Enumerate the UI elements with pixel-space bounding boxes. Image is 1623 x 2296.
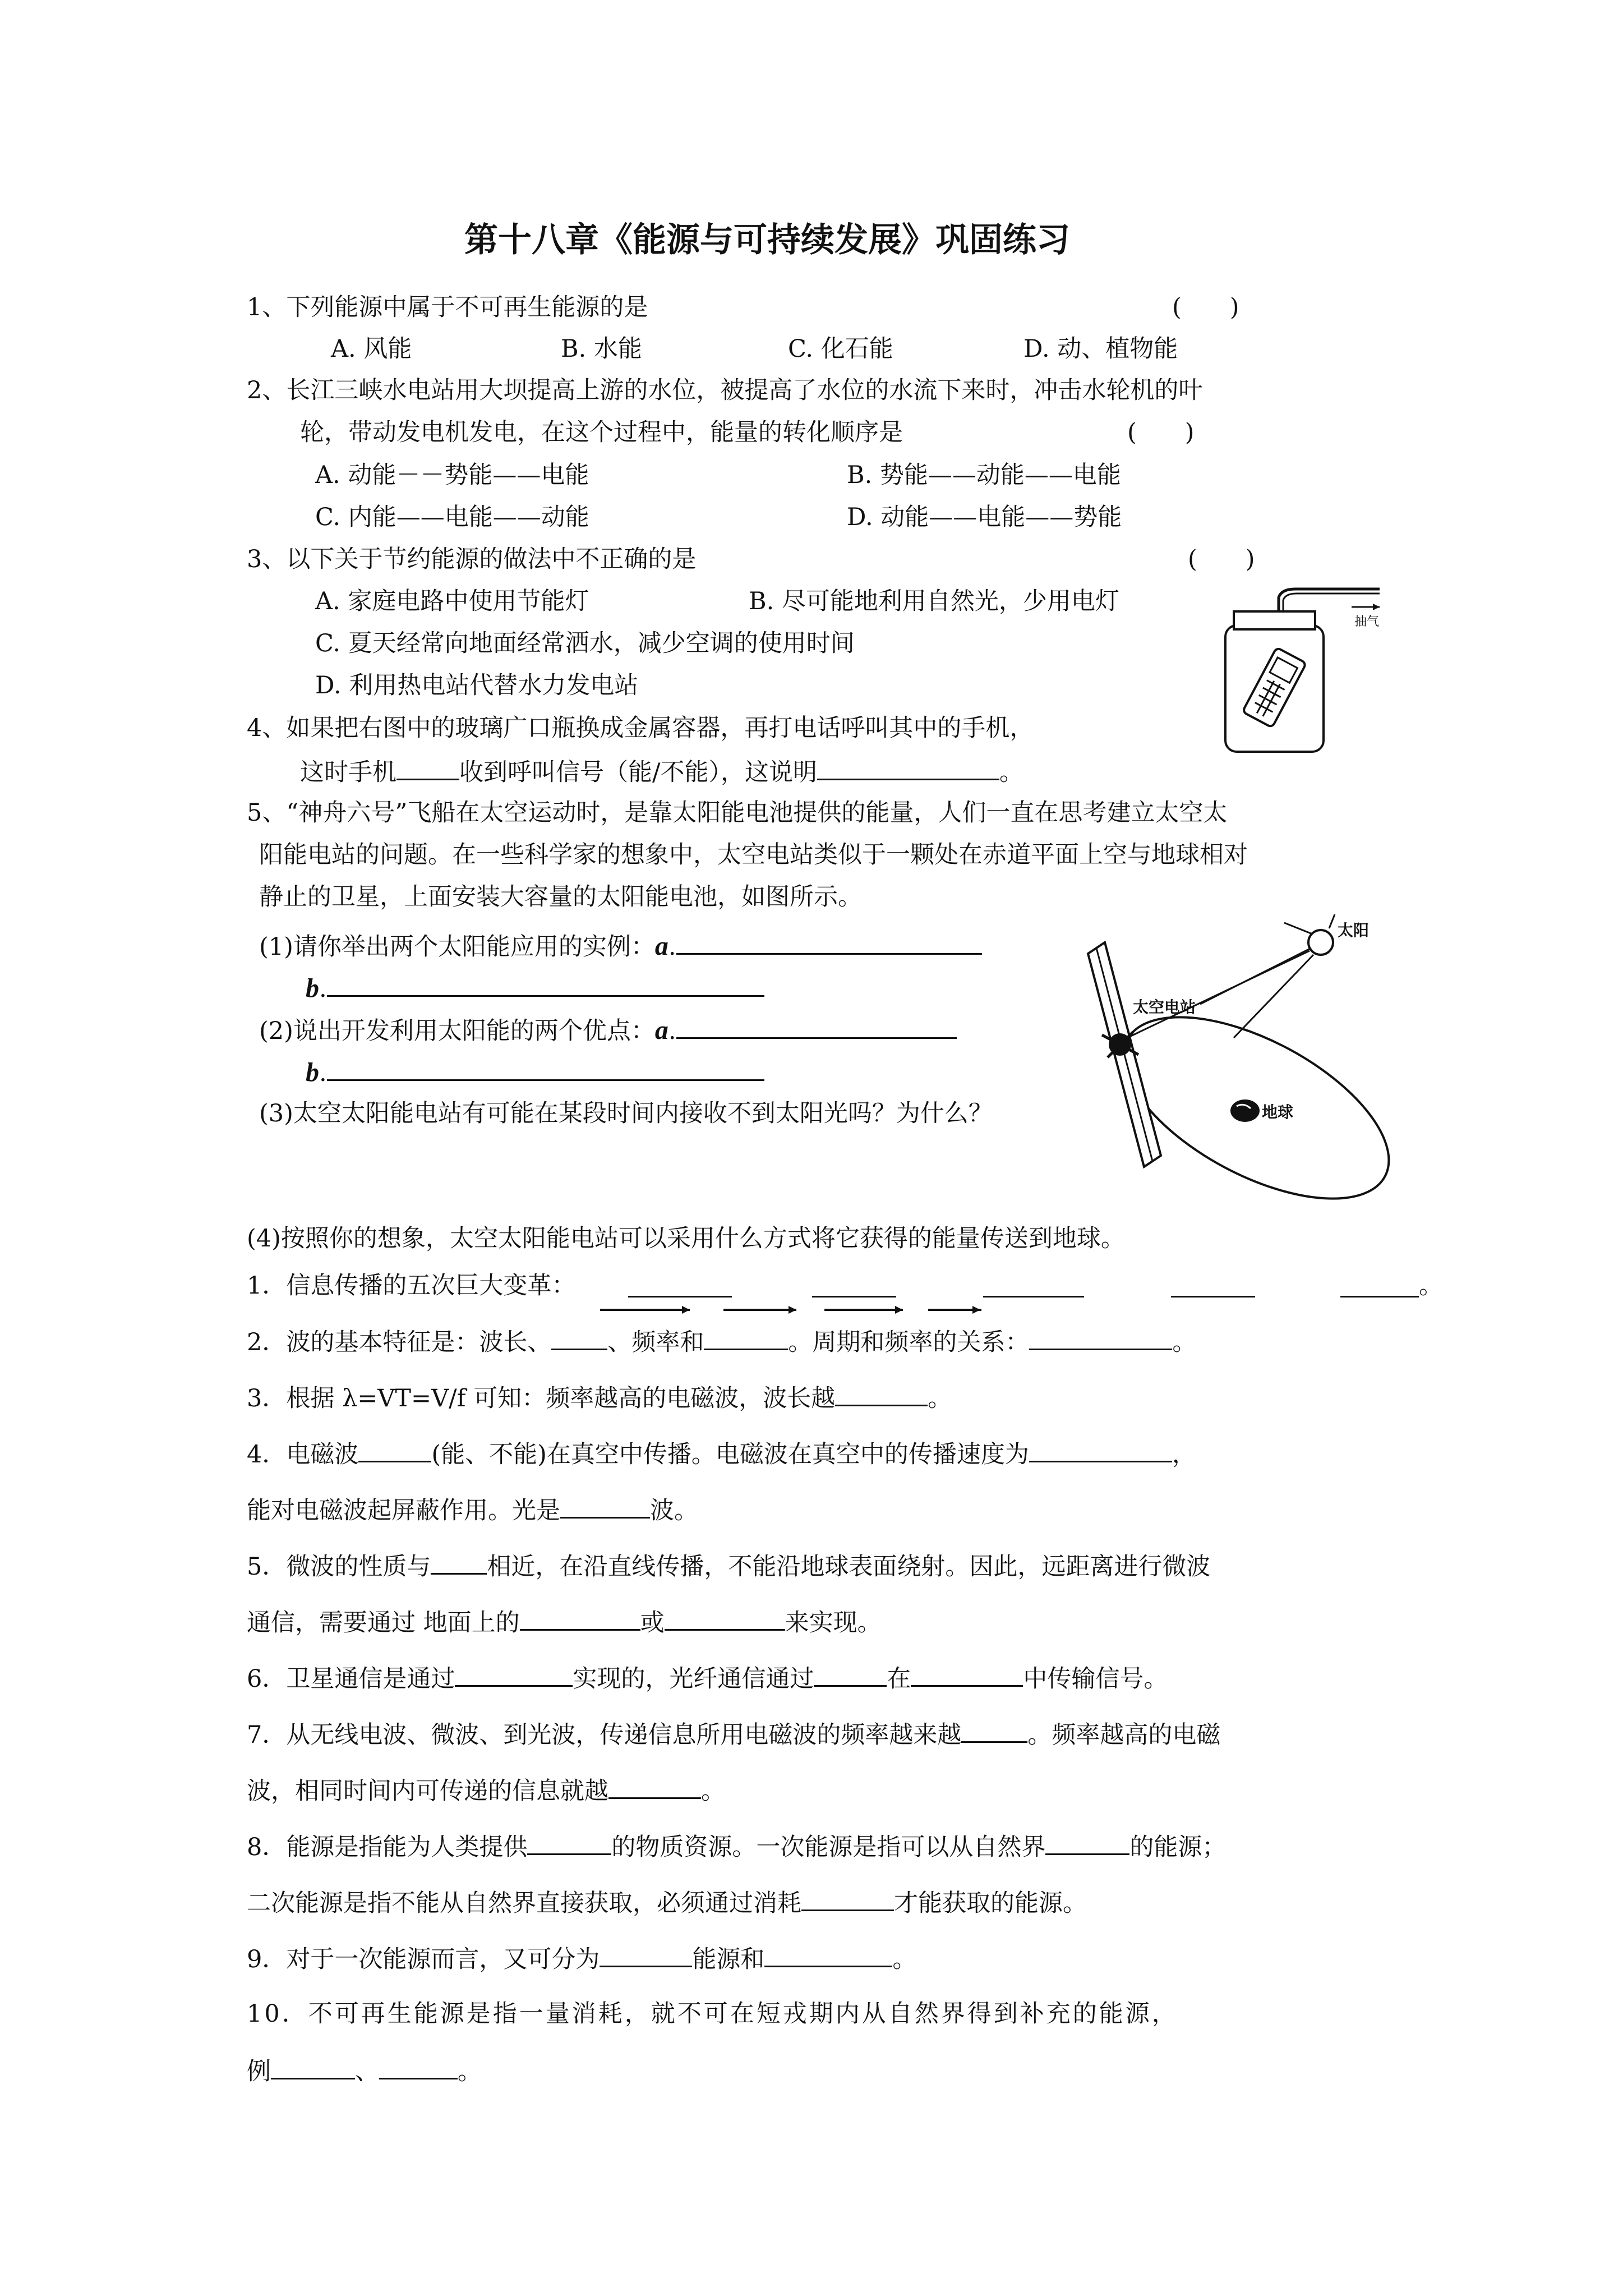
q3-option-d: D. 利用热电站代替水力发电站 <box>315 671 639 700</box>
q4-blank-1[interactable] <box>396 754 459 780</box>
q3-answer-bracket: ( ) <box>1188 545 1255 573</box>
fill5-blank-2[interactable] <box>520 1604 640 1631</box>
q1-answer-bracket: ( ) <box>1172 293 1239 321</box>
fill5-text-d: 或 <box>640 1609 665 1637</box>
fill10-end: 。 <box>458 2058 482 2086</box>
fill2-text-b: 、频率和 <box>607 1328 704 1356</box>
q5-part4-text: (4)按照你的想象，太空太阳能电站可以采用什么方式将它获得的能量传送到地球。 <box>247 1225 1125 1253</box>
fill9-blank-2[interactable] <box>764 1941 892 1967</box>
earth-label: 地球 <box>1262 1103 1294 1121</box>
q3-option-a: A. 家庭电路中使用节能灯 <box>315 587 589 615</box>
fill5-text-e: 来实现。 <box>785 1609 882 1637</box>
q5-part2-dot-b: . <box>319 1059 327 1087</box>
fill2-blank-2[interactable] <box>704 1324 788 1350</box>
fill8-text-d: 二次能源是指不能从自然界直接获取，必须通过消耗 <box>247 1889 801 1917</box>
q5-stem-line2: 阳能电站的问题。在一些科学家的想象中，太空电站类似于一颗处在赤道平面上空与地球相对 <box>259 841 1248 869</box>
fill4-blank-2[interactable] <box>1029 1436 1172 1462</box>
fill9-text-b: 能源和 <box>692 1945 765 1973</box>
fill8-blank-2[interactable] <box>1045 1829 1129 1855</box>
q5-part1-text: (1)请你举出两个太阳能应用的实例： <box>259 933 655 961</box>
earth-icon <box>1230 1099 1260 1122</box>
q1-stem: 1、下列能源中属于不可再生能源的是 <box>247 293 648 321</box>
fill1-blank-1[interactable] <box>628 1271 732 1297</box>
fill6-text-d: 中传输信号。 <box>1023 1665 1168 1693</box>
fill5-text-c: 通信，需要通过 地面上的 <box>247 1609 520 1637</box>
fill3-end: 。 <box>928 1384 952 1412</box>
fill1-end: 。 <box>1419 1272 1443 1300</box>
fill5-text-b: 相近，在沿直线传播，不能沿地球表面绕射。因此，远距离进行微波 <box>487 1553 1211 1581</box>
q5-part2-label-a: a <box>654 1015 668 1045</box>
fill8-blank-3[interactable] <box>801 1885 894 1911</box>
q3-stem: 3、以下关于节约能源的做法中不正确的是 <box>247 545 697 573</box>
fill10-text-b: 例 <box>247 2058 271 2086</box>
fill4-end: ， <box>1172 1441 1196 1469</box>
jar-phone-figure <box>1211 583 1396 757</box>
fill10-blank-2[interactable] <box>379 2053 458 2079</box>
fill4-blank-1[interactable] <box>358 1436 431 1462</box>
q2-option-b: B. 势能——动能——电能 <box>847 461 1121 489</box>
space-station-diagram <box>1054 909 1391 1200</box>
fill7-text-a: 7．从无线电波、微波、到光波，传递信息所用电磁波的频率越来越 <box>247 1721 962 1749</box>
q1-option-c: C. 化石能 <box>788 335 893 363</box>
q2-option-c: C. 内能——电能——动能 <box>315 503 589 531</box>
fill7-text-d: 。 <box>701 1777 725 1805</box>
bottle-label: 抽气 <box>1354 615 1380 629</box>
fill1-blank-5[interactable] <box>1340 1271 1419 1297</box>
arrow-row <box>589 1301 981 1318</box>
fill1-blank-4[interactable] <box>1171 1271 1255 1297</box>
fill9-blank-1[interactable] <box>600 1941 692 1967</box>
q2-option-a: A. 动能－－势能——电能 <box>315 461 589 489</box>
fill2-text-a: 2．波的基本特征是：波长、 <box>247 1328 552 1356</box>
fill8-blank-1[interactable] <box>527 1829 611 1855</box>
q5-stem-line1: 5、“神舟六号”飞船在太空运动时，是靠太阳能电池提供的能量，人们一直在思考建立太空太 <box>247 799 1228 827</box>
q5-part2-blank-b[interactable] <box>327 1055 764 1081</box>
fill4-text-b: (能、不能)在真空中传播。电磁波在真空中的传播速度为 <box>431 1441 1029 1469</box>
q5-part2-label-b: b <box>306 1057 319 1087</box>
q3-option-c: C. 夏天经常向地面经常洒水，减少空调的使用时间 <box>315 629 855 657</box>
q4-text-a: 这时手机 <box>300 758 396 786</box>
q4-stem-line1: 4、如果把右图中的玻璃广口瓶换成金属容器，再打电话呼叫其中的手机， <box>247 714 1034 742</box>
fill4-blank-3[interactable] <box>560 1492 650 1519</box>
q2-option-d: D. 动能——电能——势能 <box>847 503 1122 531</box>
fill9-end: 。 <box>892 1945 917 1973</box>
q1-option-d: D. 动、植物能 <box>1023 335 1178 363</box>
q3-option-b: B. 尽可能地利用自然光，少用电灯 <box>749 587 1119 615</box>
q5-part2-blank-a[interactable] <box>676 1013 957 1039</box>
q5-part1-blank-b[interactable] <box>327 970 764 997</box>
fill6-text-b: 实现的，光纤通信通过 <box>573 1665 814 1693</box>
fill9-text-a: 9．对于一次能源而言，又可分为 <box>247 1945 600 1973</box>
q5-part2-dot-a: . <box>668 1017 676 1045</box>
q1-option-a: A. 风能 <box>331 335 412 363</box>
q4-text-end: 。 <box>999 758 1023 786</box>
fill6-text-c: 在 <box>887 1665 911 1693</box>
mobile-phone-icon <box>1242 647 1306 728</box>
fill8-text-c: 的能源； <box>1129 1833 1227 1861</box>
q5-part2-text: (2)说出开发利用太阳能的两个优点： <box>259 1017 655 1045</box>
fill8-text-e: 才能获取的能源。 <box>894 1889 1087 1917</box>
fill1-blank-2[interactable] <box>812 1271 896 1297</box>
fill2-blank-1[interactable] <box>551 1324 607 1350</box>
fill4-text-d: 波。 <box>650 1497 698 1525</box>
fill4-text-a: 4．电磁波 <box>247 1441 359 1469</box>
fill2-text-c: 。周期和频率的关系： <box>788 1328 1030 1356</box>
fill7-text-b: 。频率越高的电磁 <box>1027 1721 1221 1749</box>
q5-part1-label-b: b <box>306 973 319 1003</box>
sun-label: 太阳 <box>1338 921 1370 940</box>
q4-text-b: 收到呼叫信号（能/不能），这说明 <box>459 758 817 786</box>
q5-part1-dot-b: . <box>319 975 327 1003</box>
q2-stem-line1: 2、长江三峡水电站用大坝提高上游的水位，被提高了水位的水流下来时，冲击水轮机的叶 <box>247 376 1203 404</box>
q1-option-b: B. 水能 <box>561 335 642 363</box>
fill4-text-c: 能对电磁波起屏蔽作用。光是 <box>247 1497 560 1525</box>
fill2-blank-3[interactable] <box>1029 1324 1172 1350</box>
fill1-blank-3[interactable] <box>983 1271 1084 1297</box>
fill5-blank-3[interactable] <box>665 1604 785 1631</box>
q5-stem-line3: 静止的卫星，上面安装大容量的太阳能电池，如图所示。 <box>259 883 862 911</box>
q4-blank-2[interactable] <box>817 754 999 780</box>
fill6-blank-2[interactable] <box>814 1660 887 1687</box>
fill7-blank-2[interactable] <box>608 1773 701 1799</box>
fill10-text-c: 、 <box>355 2058 379 2086</box>
q5-part1-dot-a: . <box>668 933 676 961</box>
q2-answer-bracket: ( ) <box>1127 418 1195 447</box>
q5-part1-label-a: a <box>654 931 668 961</box>
fill8-text-b: 的物质资源。一次能源是指可以从自然界 <box>611 1833 1046 1861</box>
fill6-text-a: 6．卫星通信是通过 <box>247 1665 455 1693</box>
page-title: 第十八章《能源与可持续发展》巩固练习 <box>464 220 1070 260</box>
fill6-blank-3[interactable] <box>911 1660 1023 1687</box>
fill8-text-a: 8．能源是指能为人类提供 <box>247 1833 528 1861</box>
fill1-text: 1．信息传播的五次巨大变革： <box>247 1272 576 1300</box>
fill7-blank-1[interactable] <box>961 1717 1027 1743</box>
fill5-text-a: 5．微波的性质与 <box>247 1553 431 1581</box>
space-station-label: 太空电站 <box>1133 998 1196 1016</box>
fill7-text-c: 波，相同时间内可传递的信息就越 <box>247 1777 608 1805</box>
q2-stem-line2: 轮，带动发电机发电，在这个过程中，能量的转化顺序是 <box>300 418 903 447</box>
fill6-blank-1[interactable] <box>455 1660 573 1687</box>
fill3-text: 3．根据 λ=VT=V/f 可知：频率越高的电磁波，波长越 <box>247 1384 836 1412</box>
fill5-blank-1[interactable] <box>431 1548 487 1575</box>
fill10-blank-1[interactable] <box>271 2053 355 2079</box>
fill3-blank-1[interactable] <box>835 1380 928 1406</box>
q5-part3-text: (3)太空太阳能电站有可能在某段时间内接收不到太阳光吗？为什么？ <box>259 1099 993 1128</box>
fill2-end: 。 <box>1172 1328 1197 1356</box>
fill10-text: 10．不可再生能源是指一量消耗，就不可在短戎期内从自然界得到补充的能源， <box>247 2000 1178 2028</box>
q5-part1-blank-a[interactable] <box>676 928 982 955</box>
